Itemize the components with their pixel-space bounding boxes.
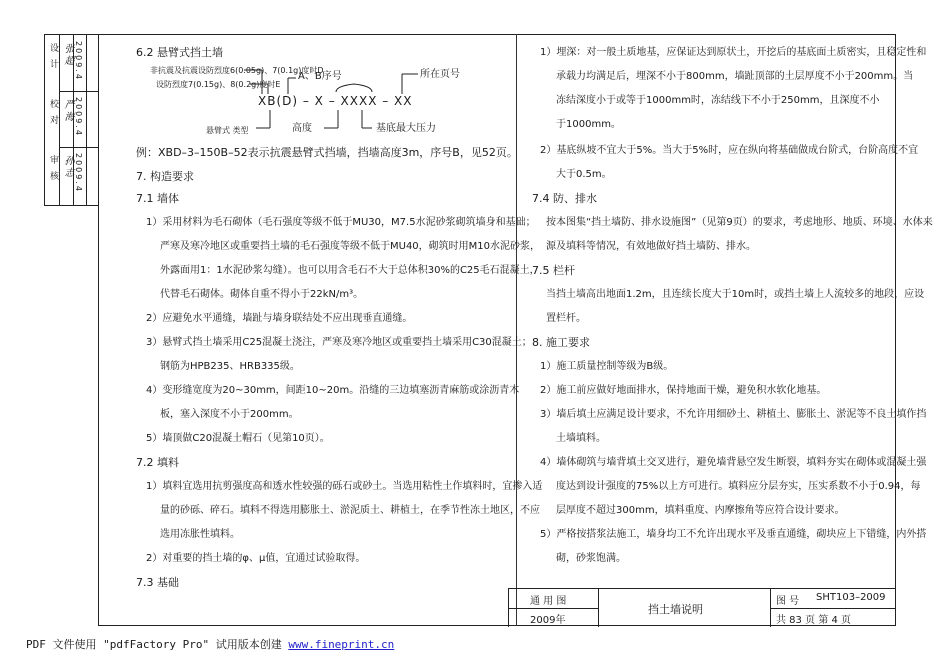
wall-item-1c: 外露面用1：1水泥砂浆勾缝）。也可以用含毛石不大于总体积30%的C25毛石混凝土，	[160, 265, 540, 276]
code-ab-seq: A、B序号	[298, 71, 342, 82]
wall-item-4b: 板，塞入深度不小于200mm。	[160, 409, 299, 420]
footer-text: PDF 文件使用 "pdfFactory Pro" 试用版本创建	[26, 638, 282, 651]
wall-item-1b: 严寒及寒冷地区或重要挡土墙的毛石强度等级不低于MU40，砌筑时用M10水泥砂浆，	[160, 241, 541, 252]
const-item-2: 2）施工前应做好地面排水，保持地面干燥，避免积水软化地基。	[540, 385, 827, 396]
fill-item-1b: 量的砂砾、碎石。填料不得选用膨胀土、淤泥质土、耕植土，在季节性冻土地区，不应	[160, 505, 540, 516]
wall-item-5: 5）墙顶做C20混凝土帽石（见第10页）。	[146, 433, 330, 444]
wall-item-3a: 3）悬臂式挡土墙采用C25混凝土浇注，严寒及寒冷地区或重要挡土墙采用C30混凝土；	[146, 337, 532, 348]
const-item-5a: 5）严格按搭浆法施工，墙身均工不允许出现水平及垂直通缝，砌块应上下错缝，内外搭	[540, 529, 927, 540]
const-item-4b: 度达到设计强度的75%以上方可进行。填料应分层夯实，压实系数不小于0.94，每	[556, 481, 921, 492]
const-item-3b: 土墙填料。	[556, 433, 606, 444]
found-item-2a: 2）基底纵坡不宜大于5%。当大于5%时，应在纵向将基础做成台阶式，台阶高度不宜	[540, 145, 919, 156]
rail-line-b: 置栏杆。	[546, 313, 586, 324]
scope-label: 通 用 图	[530, 596, 567, 607]
year-label: 2009年	[530, 615, 566, 626]
code-page-label: 所在页号	[420, 69, 460, 80]
example-line: 例：XBD–3–150B–52表示抗震悬臂式挡墙，挡墙高度3m，序号B，见52页。	[136, 146, 518, 159]
drawing-title: 挡土墙说明	[648, 603, 703, 616]
date-check: 2009.4	[74, 97, 83, 137]
code-pressure-label: 基底最大压力	[376, 123, 436, 134]
rail-line-a: 当挡土墙高出地面1.2m，且连续长度大于10m时，或挡土墙上人流较多的地段，应设	[546, 289, 925, 300]
role-design: 设 计	[48, 43, 58, 70]
const-item-4c: 层厚度不超过300mm，填料重度、内摩擦角等应符合设计要求。	[556, 505, 845, 516]
fill-item-1a: 1）填料宜选用抗剪强度高和透水性较强的砾石或砂土。当选用粘性土作填料时，宜掺入适	[146, 481, 543, 492]
signature-check: 严海	[62, 99, 73, 123]
heading-7-2: 7.2 填料	[136, 456, 179, 469]
role-review: 审 核	[48, 155, 58, 182]
code-note-2: 设防烈度7(0.15g)、8(0.2g)度时E	[156, 80, 281, 89]
date-design: 2009.4	[74, 41, 83, 81]
figure-label: 图 号	[776, 596, 800, 607]
date-review: 2009.4	[74, 153, 83, 193]
wall-item-1d: 代替毛石砌体。砌体自重不得小于22kN/m³。	[160, 289, 364, 300]
const-item-5b: 砌，砂浆饱满。	[556, 553, 626, 564]
heading-7-3: 7.3 基础	[136, 576, 179, 589]
const-item-1: 1）施工质量控制等级为B级。	[540, 361, 674, 372]
page-count: 共 83 页 第 4 页	[776, 615, 851, 626]
drain-line-a: 按本图集“挡土墙防、排水设施图”（见第9页）的要求，考虑地形、地质、环境、水体来	[546, 217, 933, 228]
signature-design: 张超	[62, 43, 73, 67]
role-check: 校 对	[48, 99, 58, 126]
heading-7: 7. 构造要求	[136, 170, 194, 183]
found-item-1c: 冻结深度小于或等于1000mm时，冻结线下不小于250mm，且深度不小	[556, 95, 880, 106]
figure-number: SHT103–2009	[816, 592, 886, 603]
signature-review: 孙志	[62, 155, 73, 179]
wall-item-2: 2）应避免水平通缝，墙趾与墙身联结处不应出现垂直通缝。	[146, 313, 413, 324]
code-pattern: XB(D) – X – XXXX – XX	[258, 94, 413, 108]
fill-item-2: 2）对重要的挡土墙的φ、μ值，宜通过试验取得。	[146, 553, 366, 564]
code-type-label: 悬臂式 类型	[206, 126, 249, 135]
code-note-1: 非抗震及抗震设防烈度6(0.05g)、7(0.1g)度时D	[150, 66, 324, 75]
heading-7-4: 7.4 防、排水	[532, 192, 597, 205]
found-item-1b: 承载力均满足后，埋深不小于800mm，墙趾顶部的土层厚度不小于200mm。当	[556, 71, 914, 82]
found-item-2b: 大于0.5m。	[556, 169, 612, 180]
code-height-label: 高度	[292, 123, 312, 134]
heading-7-1: 7.1 墙体	[136, 192, 179, 205]
wall-item-1a: 1）采用材料为毛石砌体（毛石强度等级不低于MU30，M7.5水泥砂浆砌筑墙身和基础；	[146, 217, 536, 228]
const-item-3a: 3）墙后填土应满足设计要求，不允许用细砂土、耕植土、膨胀土、淤泥等不良土填作挡	[540, 409, 927, 420]
drain-line-b: 源及填料等情况，有效地做好挡土墙防、排水。	[546, 241, 756, 252]
wall-item-3b: 钢筋为HPB235、HRB335级。	[160, 361, 300, 372]
found-item-1d: 于1000mm。	[556, 119, 621, 130]
heading-7-5: 7.5 栏杆	[532, 264, 575, 277]
heading-6-2: 6.2 悬臂式挡土墙	[136, 46, 223, 59]
found-item-1a: 1）埋深：对一般土质地基，应保证达到原状土，开挖后的基底面土质密实，且稳定性和	[540, 47, 927, 58]
wall-item-4a: 4）变形缝宽度为20~30mm，间距10~20m。沿缝的三边填塞沥青麻筋或涂沥青木	[146, 385, 520, 396]
pdf-footer	[26, 636, 394, 652]
const-item-4a: 4）墙体砌筑与墙背填土交叉进行，避免墙背悬空发生断裂，填料夯实在砌体或混凝土强	[540, 457, 927, 468]
title-block	[508, 588, 896, 627]
footer-link[interactable]: www.fineprint.cn	[288, 638, 395, 651]
fill-item-1c: 选用冻胀性填料。	[160, 529, 240, 540]
heading-8: 8. 施工要求	[532, 336, 590, 349]
